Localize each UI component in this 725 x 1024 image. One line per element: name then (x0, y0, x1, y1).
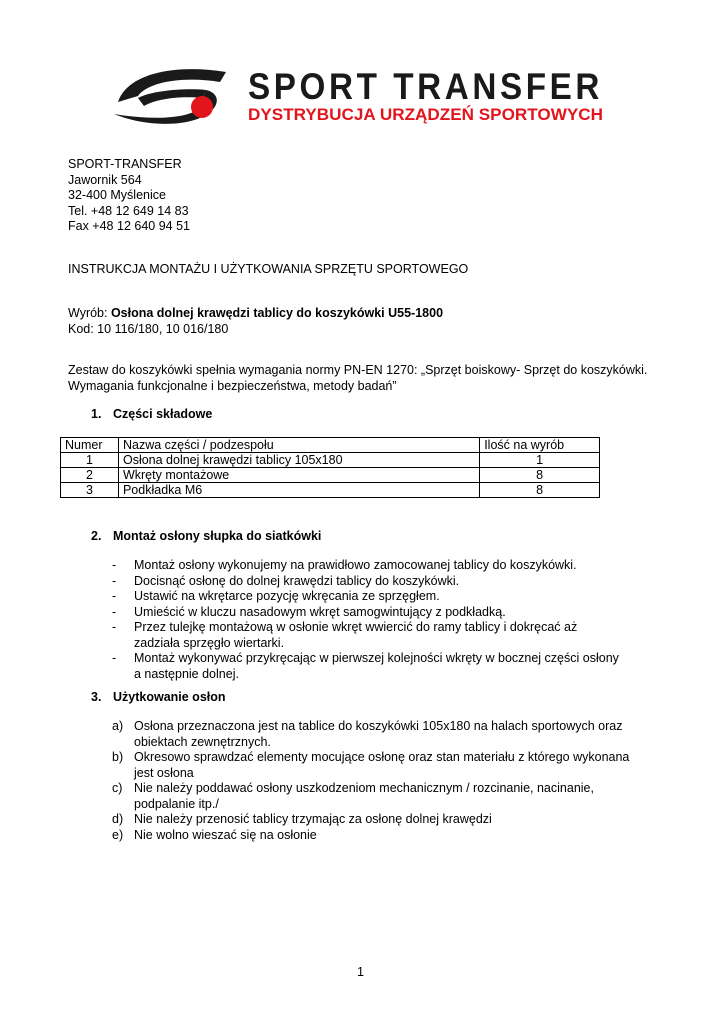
table-cell: 1 (480, 453, 600, 468)
list-item: b) Okresowo sprawdzać elementy mocujące osłonę oraz stan materiału z którego wykonana jest osłona (112, 750, 630, 780)
table-row (61, 453, 600, 468)
company-name: SPORT-TRANSFER (68, 157, 182, 171)
product-code: Kod: 10 116/180, 10 016/180 (68, 321, 229, 336)
section-number: 1. (91, 407, 102, 421)
sport-transfer-logo (108, 62, 608, 134)
address-city: 32-400 Myślenice (68, 188, 166, 202)
section-number: 2. (91, 529, 102, 543)
address-street: Jawornik 564 (68, 172, 142, 187)
table-header-cell: Nazwa części / podzespołu (118, 438, 479, 453)
section-title: Montaż osłony słupka do siatkówki (113, 529, 322, 543)
page-number: 1 (357, 965, 364, 979)
table-header-row (61, 438, 600, 453)
table-cell: Wkręty montażowe (118, 468, 479, 483)
list-item: - Montaż wykonywać przykręcając w pierwszej kolejności wkręty w bocznej części osłony a następnie dolnej. (112, 651, 619, 681)
table-cell: 8 (480, 468, 600, 483)
list-item: - Ustawić na wkrętarce pozycję wkręcania ze sprzęgłem. (112, 589, 440, 603)
table-header-cell: Ilość na wyrób (480, 438, 600, 453)
table-cell: 1 (61, 453, 119, 468)
company-address (68, 157, 190, 235)
table-header-cell: Numer (61, 438, 119, 453)
product-info (68, 306, 443, 337)
parts-table (60, 437, 600, 498)
logo-brand-text: SPORT TRANSFER (248, 66, 603, 107)
section-2-heading (91, 529, 321, 543)
list-item: c) Nie należy poddawać osłony uszkodzeniom mechanicznym / rozcinanie, nacinanie, podpalanie itp./ (112, 781, 594, 811)
list-item: e) Nie wolno wieszać się na osłonie (112, 827, 317, 842)
table-cell: Podkładka M6 (118, 483, 479, 498)
section-title: Użytkowanie osłon (113, 690, 226, 704)
norm-statement: Zestaw do koszykówki spełnia wymagania normy PN-EN 1270: „Sprzęt boiskowy- Sprzęt do koszykówki. Wymagania funkcjonalne i bezpieczeństwa, metody badań” (68, 363, 648, 393)
list-item: - Przez tulejkę montażową w osłonie wkręt wwiercić do ramy tablicy i dokręcać aż zadziała sprzęgło wiertarki. (112, 620, 578, 650)
table-row (61, 468, 600, 483)
logo-graphic (108, 62, 608, 134)
address-fax: Fax +48 12 640 94 51 (68, 219, 190, 233)
section-title: Części składowe (113, 407, 213, 421)
section-number: 3. (91, 690, 102, 704)
list-item: - Docisnąć osłonę do dolnej krawędzi tablicy do koszykówki. (112, 573, 460, 588)
product-line (68, 306, 443, 322)
list-item: d) Nie należy przenosić tablicy trzymając za osłonę dolnej krawędzi (112, 812, 492, 826)
address-phone: Tel. +48 12 649 14 83 (68, 203, 189, 218)
usage-rules-list (112, 719, 642, 843)
list-item: - Montaż osłony wykonujemy na prawidłowo zamocowanej tablicy do koszykówki. (112, 558, 577, 572)
product-label: Wyrób: (68, 306, 111, 320)
table-row (61, 483, 600, 498)
table-cell: 3 (61, 483, 119, 498)
product-name: Osłona dolnej krawędzi tablicy do koszykówki U55-1800 (110, 306, 444, 320)
document-title: INSTRUKCJA MONTAŻU I UŻYTKOWANIA SPRZĘTU SPORTOWEGO (68, 262, 469, 276)
mounting-steps-list (112, 558, 622, 682)
list-item: - Umieścić w kluczu nasadowym wkręt samogwintujący z podkładką. (112, 604, 506, 619)
list-item: a) Osłona przeznaczona jest na tablice do koszykówki 105x180 na halach sportowych oraz obiektach zewnętrznych. (112, 719, 623, 749)
table-cell: 8 (480, 483, 600, 498)
table-cell: 2 (61, 468, 119, 483)
logo-tagline-text: DYSTRYBUCJA URZĄDZEŃ SPORTOWYCH (248, 105, 603, 124)
section-1-heading (91, 407, 212, 421)
section-3-heading (91, 690, 226, 704)
logo-ball-icon (191, 96, 213, 118)
table-cell: Osłona dolnej krawędzi tablicy 105x180 (118, 453, 479, 468)
